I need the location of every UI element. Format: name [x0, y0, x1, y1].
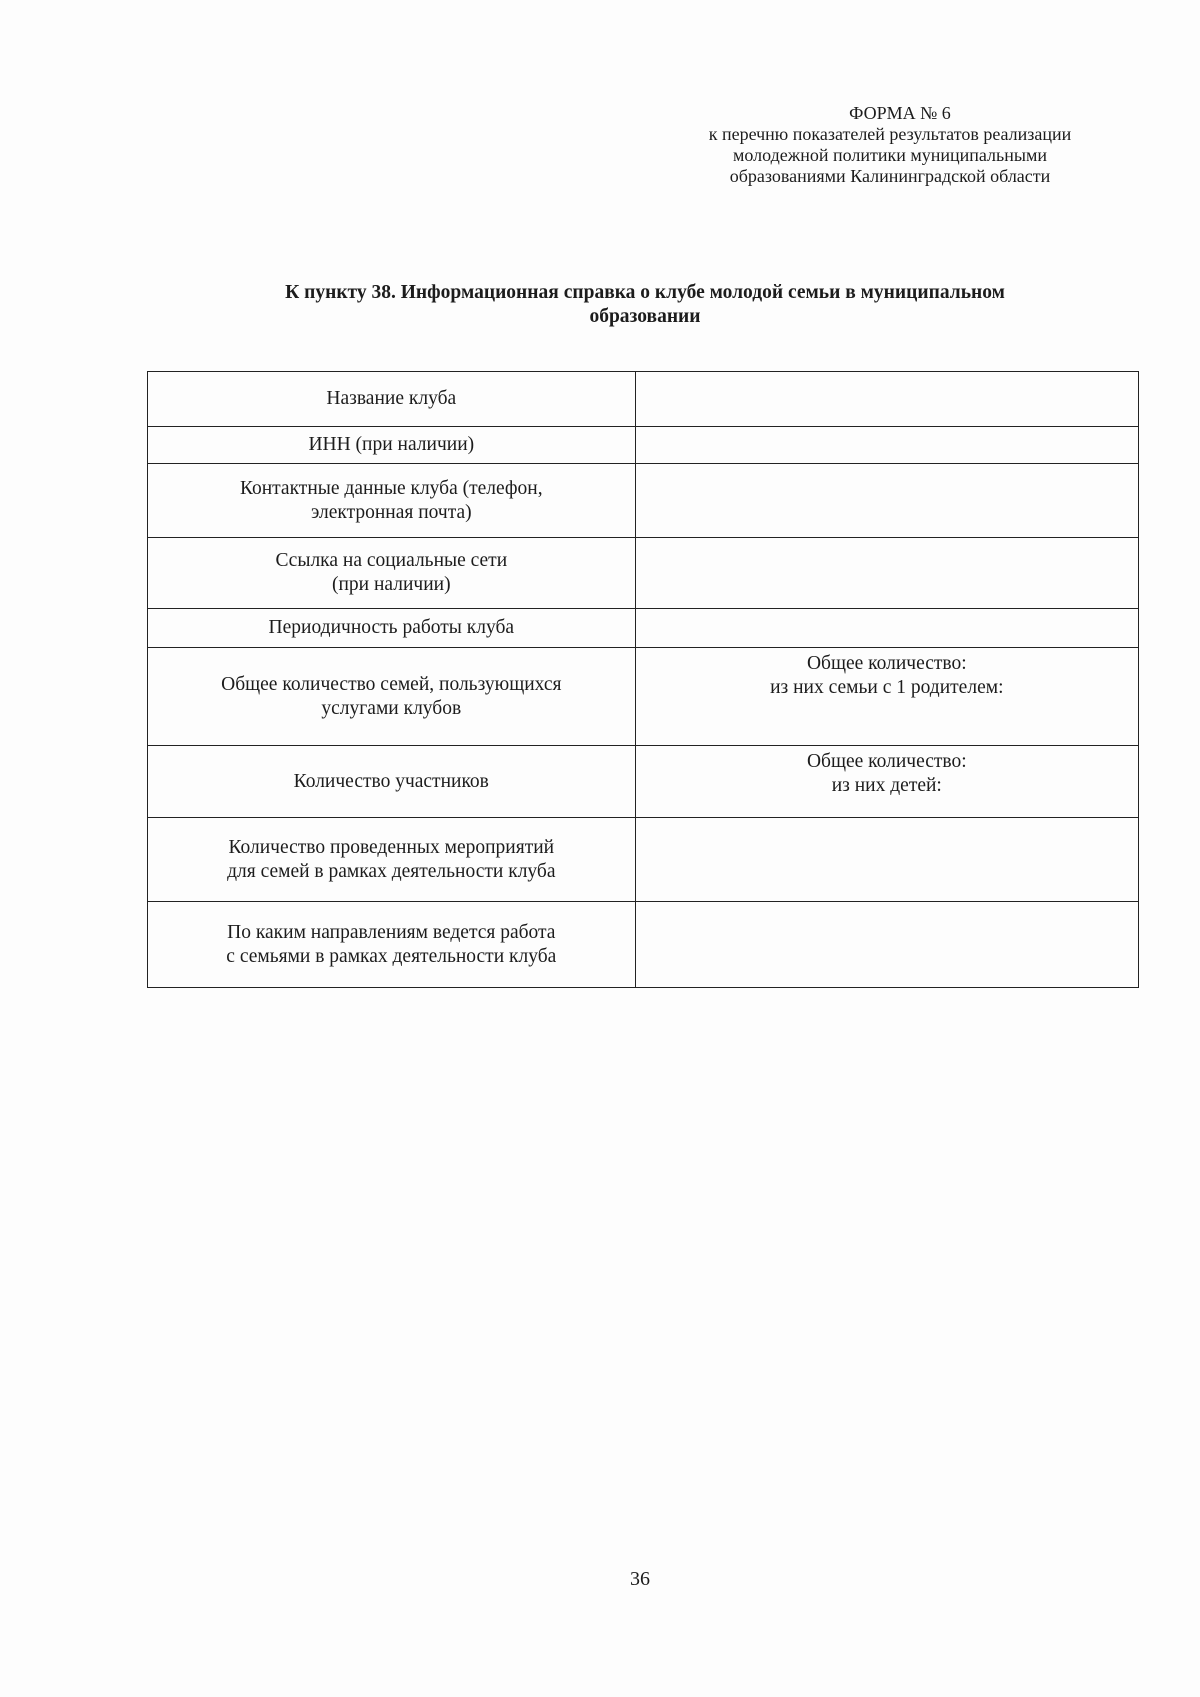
- row-label-line-2: электронная почта): [310, 501, 472, 523]
- document-title-line-2: образовании: [589, 306, 701, 327]
- row-label: Количество участников: [293, 770, 489, 792]
- form-header: [660, 103, 1120, 187]
- table-row-families-count: [148, 648, 1139, 746]
- table-row-participants: [148, 746, 1139, 818]
- label-cell: [148, 902, 636, 988]
- document-title: [150, 281, 1140, 329]
- row-label-line-1: Количество проведенных мероприятий: [228, 836, 555, 858]
- value-cell: [635, 464, 1138, 538]
- value-line-2: из них семьи с 1 родителем:: [770, 677, 1004, 698]
- label-cell: [148, 372, 636, 427]
- table-row-events-count: [148, 818, 1139, 902]
- document-title-line-1: К пункту 38. Информационная справка о клубе молодой семьи в муниципальном: [285, 282, 1005, 303]
- value-line-1: Общее количество:: [806, 751, 967, 772]
- row-label-line-2: (при наличии): [332, 574, 451, 595]
- page-number: 36: [630, 1568, 650, 1590]
- table-row-inn: [148, 427, 1139, 464]
- value-cell: [635, 902, 1138, 988]
- label-cell: [148, 427, 636, 464]
- form-header-line-2: молодежной политики муниципальными: [733, 145, 1047, 165]
- label-cell: [148, 818, 636, 902]
- value-cell: [635, 372, 1138, 427]
- table-row-contacts: [148, 464, 1139, 538]
- table-row-social-links: [148, 538, 1139, 609]
- form-number: ФОРМА № 6: [849, 103, 951, 123]
- row-label-line-1: Ссылка на социальные сети: [275, 550, 508, 571]
- value-cell: [635, 648, 1138, 746]
- value-cell: [635, 427, 1138, 464]
- label-cell: [148, 464, 636, 538]
- label-cell: [148, 609, 636, 648]
- row-label-line-2: для семей в рамках деятельности клуба: [227, 860, 556, 882]
- row-label-line-1: По каким направлениям ведется работа: [227, 921, 556, 943]
- value-line-2: из них детей:: [831, 775, 942, 796]
- row-label-line-2: услугами клубов: [321, 697, 462, 719]
- value-cell: [635, 538, 1138, 609]
- row-label: Периодичность работы клуба: [268, 617, 515, 638]
- label-cell: [148, 538, 636, 609]
- value-cell: [635, 609, 1138, 648]
- row-label-line-1: Контактные данные клуба (телефон,: [239, 477, 543, 499]
- table-row-club-name: [148, 372, 1139, 427]
- table-row-periodicity: [148, 609, 1139, 648]
- row-label: Название клуба: [326, 388, 457, 409]
- form-header-line-1: к перечню показателей результатов реализации: [708, 124, 1072, 144]
- label-cell: [148, 746, 636, 818]
- value-line-1: Общее количество:: [806, 653, 967, 674]
- value-cell: [635, 746, 1138, 818]
- row-label-line-1: Общее количество семей, пользующихся: [221, 673, 562, 695]
- club-info-table: [147, 371, 1139, 988]
- value-cell: [635, 818, 1138, 902]
- table-row-work-directions: [148, 902, 1139, 988]
- label-cell: [148, 648, 636, 746]
- row-label: ИНН (при наличии): [308, 434, 475, 455]
- row-label-line-2: с семьями в рамках деятельности клуба: [226, 945, 557, 967]
- form-header-line-3: образованиями Калининградской области: [729, 166, 1051, 186]
